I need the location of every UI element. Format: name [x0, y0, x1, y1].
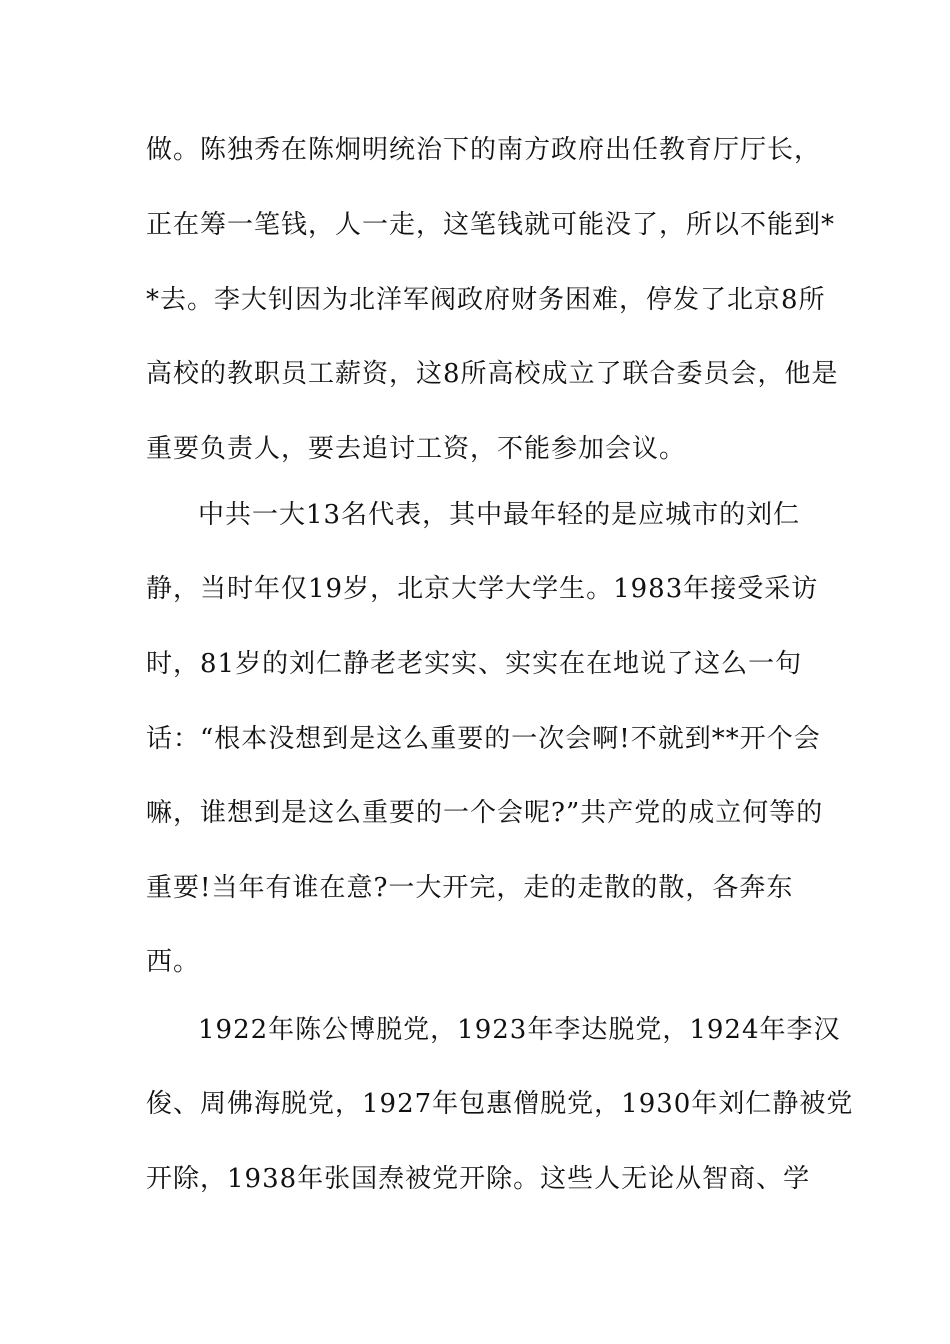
text-line: 正在筹一笔钱，人一走，这笔钱就可能没了，所以不能到*	[146, 210, 836, 240]
text-line: *去。李大钊因为北洋军阀政府财务困难，停发了北京8所	[146, 285, 826, 315]
text-line: 高校的教职员工薪资，这8所高校成立了联合委员会，他是	[146, 359, 839, 389]
text-line: 中共一大13名代表，其中最年轻的是应城市的刘仁	[198, 500, 801, 530]
text-line: 俊、周佛海脱党，1927年包惠僧脱党，1930年刘仁静被党	[146, 1089, 854, 1119]
text-line: 1922年陈公博脱党，1923年李达脱党，1924年李汉	[198, 1015, 841, 1045]
text-line: 做。陈独秀在陈炯明统治下的南方政府出任教育厅厅长，	[146, 135, 822, 165]
text-line: 静，当时年仅19岁，北京大学大学生。1983年接受采访	[146, 574, 819, 604]
text-line: 开除，1938年张国焘被党开除。这些人无论从智商、学	[146, 1164, 811, 1194]
text-line: 西。	[146, 947, 201, 977]
text-line: 时，81岁的刘仁静老老实实、实实在在地说了这么一句	[146, 649, 803, 679]
text-line: 话：“根本没想到是这么重要的一次会啊!不就到**开个会	[146, 724, 821, 754]
text-line: 重要!当年有谁在意?一大开完，走的走散的散，各奔东	[146, 873, 794, 903]
text-line: 嘛，谁想到是这么重要的一个会呢?”共产党的成立何等的	[146, 798, 824, 828]
text-line: 重要负责人，要去追讨工资，不能参加会议。	[146, 434, 687, 464]
